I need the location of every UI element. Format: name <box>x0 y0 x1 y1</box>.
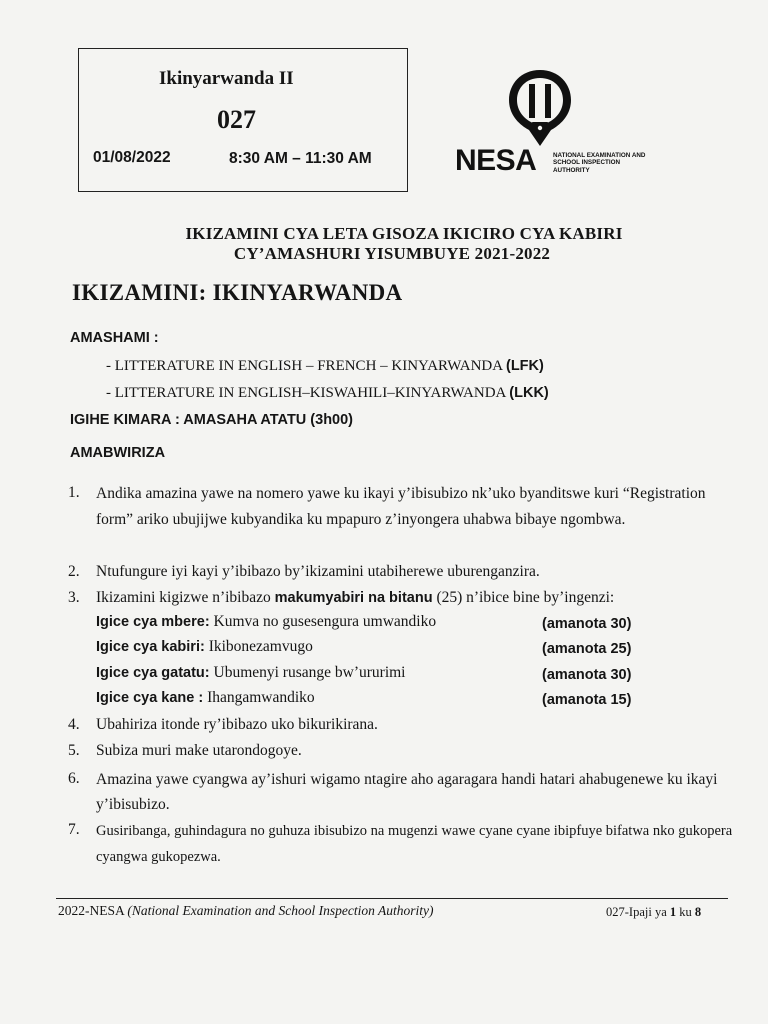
combination-text: - LITTERATURE IN ENGLISH–KISWAHILI–KINYARWANDA <box>106 385 506 401</box>
subject-info-box <box>78 48 408 192</box>
exam-title: IKIZAMINI: IKINYARWANDA <box>72 280 403 305</box>
page-separator: ku <box>676 905 695 919</box>
section-row <box>96 638 313 656</box>
section-row <box>96 689 315 707</box>
section-name: Igice cya kabiri: <box>96 639 205 655</box>
duration: IGIHE KIMARA : AMASAHA ATATU (3h00) <box>70 412 354 428</box>
combinations-label: AMASHAMI : <box>70 330 159 346</box>
exam-heading-line-2: CY’AMASHURI YISUMBUYE 2021-2022 <box>233 244 551 263</box>
instruction-text: Ubahiriza itonde ry’ibibazo uko bikurikirana. <box>96 716 378 733</box>
footer-authority <box>58 903 433 919</box>
page-number <box>606 905 701 920</box>
section-description: Ikibonezamvugo <box>208 638 313 655</box>
instruction-text <box>96 586 736 610</box>
instruction-number: 2. <box>68 563 80 580</box>
instruction-text: Gusiribanga, guhindagura no guhuza ibisubizo na mugenzi wawe cyane cyane ibipfuye bifatwa nko gukopera cyangwa gukopezwa. <box>96 823 733 865</box>
instruction-number: 6. <box>68 770 80 787</box>
page-label: 027-Ipaji ya <box>606 905 670 919</box>
instruction-number: 3. <box>68 589 80 606</box>
footer-authority-name: (National Examination and School Inspection Authority) <box>127 903 434 918</box>
logo-wordmark: NESA <box>455 144 537 177</box>
subject-title: Ikinyarwanda II <box>159 68 294 89</box>
logo-subtitle-line: SCHOOL INSPECTION <box>553 159 621 167</box>
instruction-number: 5. <box>68 742 80 759</box>
section-name: Igice cya mbere: <box>96 614 210 630</box>
instruction-number: 1. <box>68 484 80 501</box>
pen-nib-emblem-icon <box>503 66 577 150</box>
instruction-text: Subiza muri make utarondogoye. <box>96 742 302 759</box>
exam-heading-line-1: IKIZAMINI CYA LETA GISOZA IKICIRO CYA KABIRI <box>185 224 623 243</box>
section-marks: (amanota 15) <box>542 692 632 708</box>
instruction-text-part: Ikizamini kigizwe n’ibibazo <box>96 589 275 606</box>
total-pages: 8 <box>694 905 702 919</box>
combination-text: - LITTERATURE IN ENGLISH – FRENCH – KINYARWANDA <box>106 358 503 374</box>
instruction-number: 4. <box>68 716 80 733</box>
instructions-label: AMABWIRIZA <box>70 445 166 461</box>
instruction-number: 7. <box>68 821 80 838</box>
combination-code: (LFK) <box>505 358 544 374</box>
section-description: Kumva no gusesengura umwandiko <box>213 613 437 630</box>
section-row <box>96 664 406 682</box>
logo-subtitle-line: NATIONAL EXAMINATION AND <box>553 152 646 159</box>
instruction-text: Ntufungure iyi kayi y’ibibazo by’ikizamini utabiherewe uburenganzira. <box>96 563 540 580</box>
section-marks: (amanota 30) <box>542 616 632 632</box>
instruction-text-part: (25) n’ibice bine by’ingenzi: <box>432 589 615 606</box>
exam-time: 8:30 AM – 11:30 AM <box>229 150 372 167</box>
section-name: Igice cya kane : <box>96 690 204 706</box>
instruction-emphasis: makumyabiri na bitanu <box>274 590 433 606</box>
section-name: Igice cya gatatu: <box>96 665 210 681</box>
exam-date: 01/08/2022 <box>93 149 171 166</box>
combination-item <box>106 358 544 375</box>
current-page: 1 <box>669 905 677 919</box>
section-row <box>96 613 436 631</box>
combination-code: (LKK) <box>509 385 549 401</box>
section-marks: (amanota 30) <box>542 667 632 683</box>
section-description: Ihangamwandiko <box>207 689 315 706</box>
logo-subtitle-line: AUTHORITY <box>553 166 590 174</box>
logo-subtitle <box>553 152 693 174</box>
instruction-text: Andika amazina yawe na nomero yawe ku ikayi y’ibisubizo nk’uko byanditswe kuri “Registration form” ariko ubujijwe kubyandika ku mpapuro z’inyongera uhabwa bibaye ngombwa. <box>96 485 706 528</box>
instruction-text: Amazina yawe cyangwa ay’ishuri wigamo ntagire aho agaragara handi hatari ahabugenewe ku ikayi y’ibisubizo. <box>96 771 718 813</box>
section-description: Ubumenyi rusange bw’ururimi <box>213 664 406 681</box>
nesa-logo <box>455 66 695 184</box>
combination-item <box>106 385 549 402</box>
subject-code: 027 <box>217 105 256 134</box>
section-marks: (amanota 25) <box>542 641 632 657</box>
footer-divider <box>56 898 728 899</box>
footer-prefix: 2022-NESA <box>58 903 128 918</box>
